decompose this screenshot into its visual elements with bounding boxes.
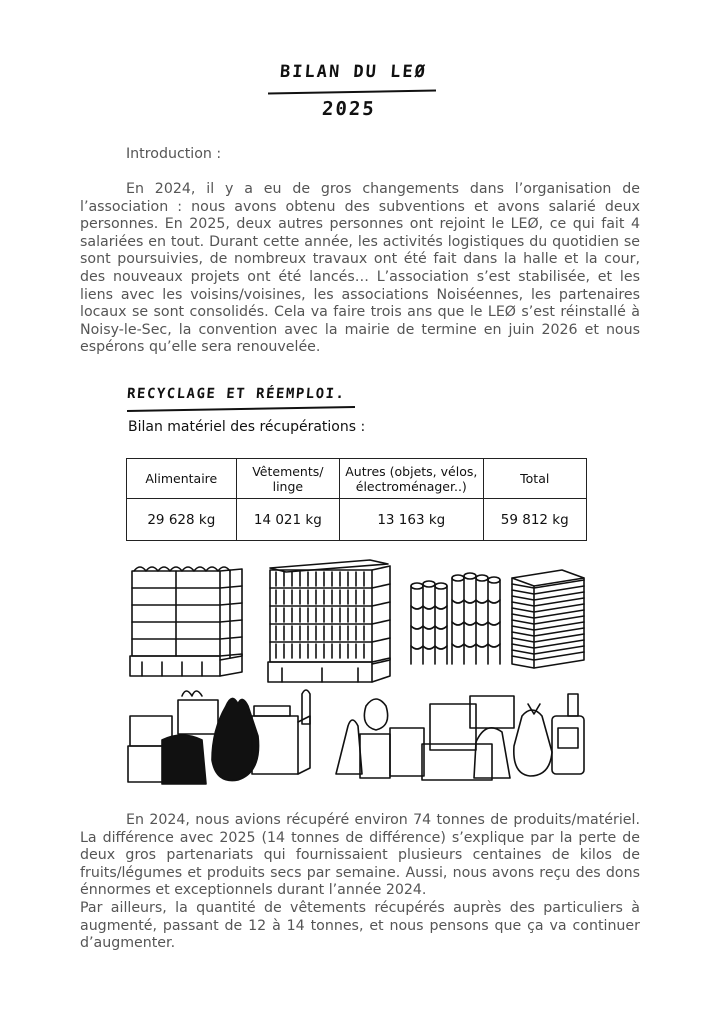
table-cell-food: 29 628 kg — [127, 499, 237, 541]
table-cell-total: 59 812 kg — [483, 499, 587, 541]
table-header-total: Total — [483, 459, 587, 499]
conclusion-paragraph-2: Par ailleurs, la quantité de vêtements récupérés auprès des particuliers à augmenté, passant de 12 à 14 tonnes, et nous pensons que ça va continuer d’augmenter. — [80, 899, 640, 952]
page-title: BILAN DU LEØ — [279, 62, 428, 82]
table-row — [127, 499, 587, 541]
rolled-textiles-icon — [411, 573, 500, 664]
introduction-label: Introduction : — [126, 146, 222, 162]
recovery-table — [126, 458, 587, 541]
table-cell-other: 13 163 kg — [340, 499, 483, 541]
conclusion-block — [80, 812, 640, 953]
section-heading-underline — [127, 406, 355, 412]
title-underline — [268, 90, 436, 95]
recycling-illustrations — [122, 556, 602, 786]
section-heading-text: RECYCLAGE ET RÉEMPLOI. — [126, 386, 346, 402]
page-year: 2025 — [321, 98, 377, 120]
pallet-bottles-icon — [268, 560, 390, 682]
introduction-text: En 2024, il y a eu de gros changements dans l’organisation de l’association : nous avons obtenu des subventions et avons salarié deux personnes. En 2025, deux autres personnes ont rejoint le LEØ, ce qui fait 4 salariées en tout. Durant cette année, les activités logistiques du quotidien se sont poursuivies, de nombreux travaux ont été fait dans la halle et la cour, des nouveaux projets ont été lancés… L’association s’est stabilisée, et les liens avec les voisins/voisines, les associations Noiséennes, les partenaires locaux se sont consolidés. Cela va faire trois ans que le LEØ s’est réinstallé à Noisy-le-Sec, la convention avec la mairie de termine en juin 2026 et nous espérons qu’elle sera renouvelée. — [80, 181, 640, 356]
table-header-row — [127, 459, 587, 499]
conclusion-paragraph-1: En 2024, nous avions récupéré environ 74 tonnes de produits/matériel. La différence avec 2025 (14 tonnes de différence) s’explique par la perte de deux gros partenariats qui fournissaient plusieurs centaines de kilos de fruits/légumes et produits secs par semaine. Aussi, nous avons reçu des dons énnormes et exceptionnels durant l’année 2024. — [80, 812, 640, 899]
table-header-food: Alimentaire — [127, 459, 237, 499]
section-subheading: Bilan matériel des récupérations : — [128, 419, 366, 435]
stacked-sheets-icon — [512, 570, 584, 668]
table-header-clothing: Vêtements/ linge — [236, 459, 339, 499]
bags-boxes-pile-icon — [128, 690, 310, 784]
table-cell-clothing: 14 021 kg — [236, 499, 339, 541]
title-block — [268, 58, 438, 128]
pallet-crates-icon — [130, 567, 242, 676]
introduction-paragraph — [80, 181, 640, 357]
table-header-other: Autres (objets, vélos, électroménager..) — [340, 459, 483, 499]
section-heading — [127, 386, 357, 402]
bags-boxes-suitcase-pile-icon — [336, 694, 584, 780]
